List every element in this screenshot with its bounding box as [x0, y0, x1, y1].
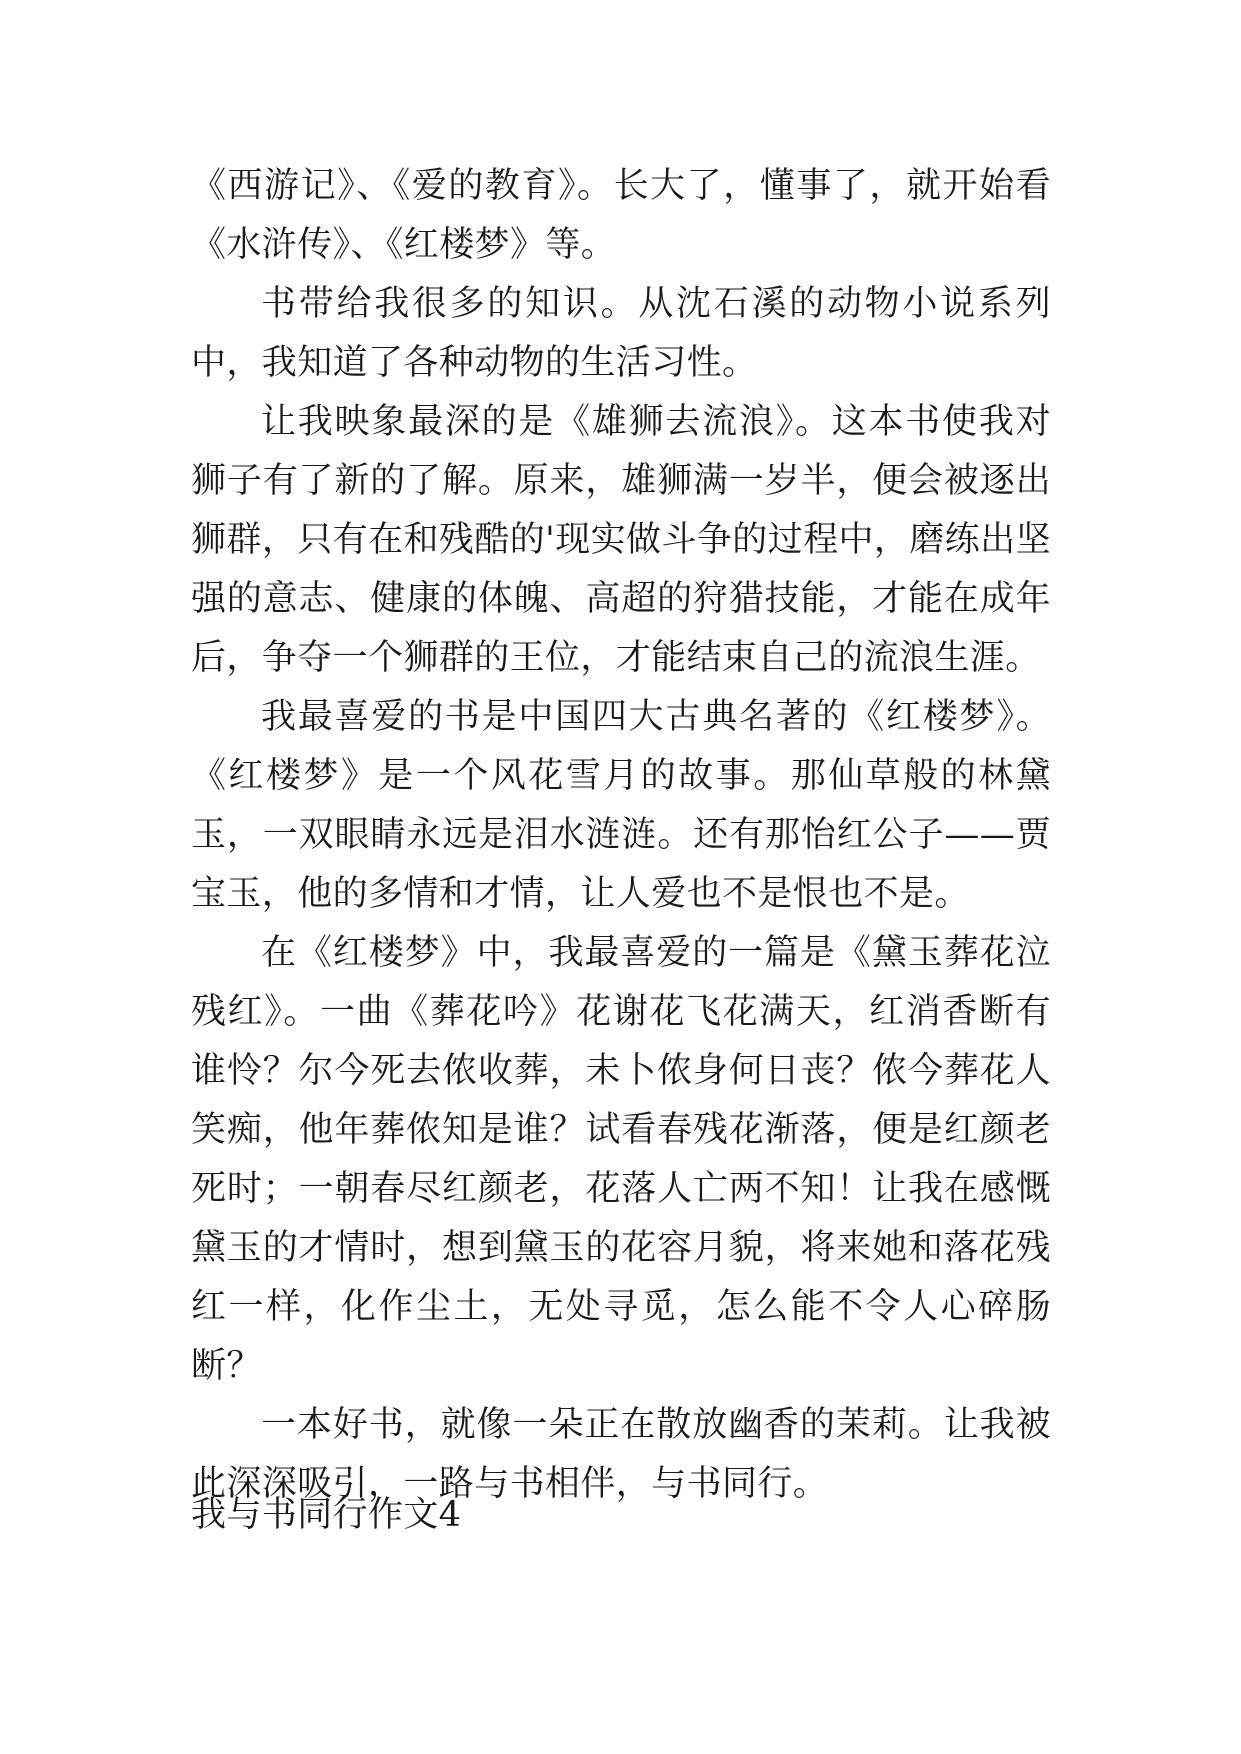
document-body	[191, 157, 1051, 1514]
paragraph-3: 让我映象最深的是《雄狮去流浪》。这本书使我对狮子有了新的了解。原来，雄狮满一岁半，便会被逐出狮群，只有在和残酷的'现实做斗争的过程中，磨练出坚强的意志、健康的体魄、高超的狩猎技能，才能在成年后，争夺一个狮群的王位，才能结束自己的流浪生涯。	[191, 402, 1051, 678]
paragraph-2: 书带给我很多的知识。从沈石溪的动物小说系列中，我知道了各种动物的生活习性。	[191, 284, 1051, 383]
paragraph-6: 一本好书，就像一朵正在散放幽香的茉莉。让我被此深深吸引，一路与书相伴，与书同行。	[191, 1405, 1051, 1504]
paragraph-5: 在《红楼梦》中，我最喜爱的一篇是《黛玉葬花泣残红》。一曲《葬花吟》花谢花飞花满天，红消香断有谁怜？尔今死去侬收葬，未卜侬身何日丧？侬今葬花人笑痴，他年葬侬知是谁？试看春残花渐落，便是红颜老死时；一朝春尽红颜老，花落人亡两不知！让我在感慨黛玉的才情时，想到黛玉的花容月貌，将来她和落花残红一样，化作尘土，无处寻觅，怎么能不令人心碎肠断？	[191, 933, 1051, 1386]
paragraph-1: 《西游记》、《爱的教育》。长大了，懂事了，就开始看《水浒传》、《红楼梦》等。	[191, 166, 1051, 265]
paragraph-4: 我最喜爱的书是中国四大古典名著的《红楼梦》。《红楼梦》是一个风花雪月的故事。那仙草般的林黛玉，一双眼睛永远是泪水涟涟。还有那怡红公子——贾宝玉，他的多情和才情，让人爱也不是恨也不是。	[191, 697, 1051, 914]
section-heading: 我与书同行作文4	[191, 1495, 462, 1535]
